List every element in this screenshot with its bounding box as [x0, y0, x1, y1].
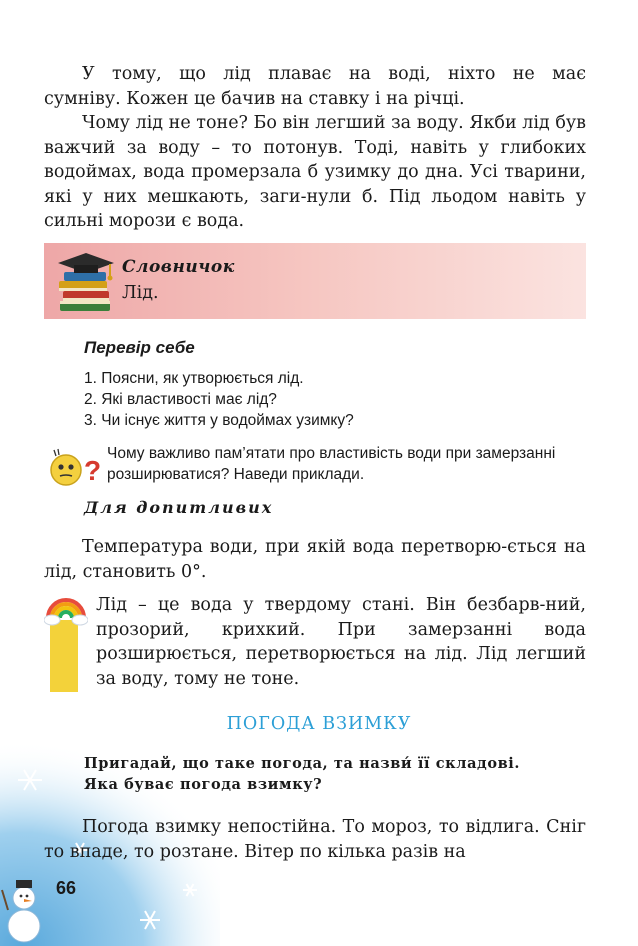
glossary-term: Лід.: [122, 283, 159, 303]
weather-paragraph: [44, 815, 586, 864]
intro-p1-line1: У тому, що лід плаває на воді, ніхто не має: [82, 64, 586, 84]
intro-p2-text: Чому лід не тоне? Бо він легший за воду. Якби лід був важчий за воду – то потонув. Тоді, навіть у глибоких водоймах, вода промерзала б узимку до дна. Усі тварини, які у них мешкають, заги-нули б. Під льодом навіть у сильні морози є вода.: [44, 113, 586, 231]
check-yourself-list: [84, 368, 354, 431]
thinking-question-text: Чому важливо пам’ятати про властивість води при замерзанні розширюватися? Наведи приклади.: [107, 445, 556, 483]
list-item: 1. Поясни, як утворюється лід.: [84, 370, 304, 387]
remember-line-1: Пригадай, що таке погода, та назви́ її складові.: [84, 755, 521, 772]
rainbow-icon: [44, 588, 88, 628]
page-number: 66: [56, 878, 77, 898]
list-item: 2. Які властивості має лід?: [84, 391, 277, 408]
list-item: 3. Чи існує життя у водоймах узимку?: [84, 412, 354, 429]
weather-text: Погода взимку непостійна. То мороз, то відлига. Сніг то впаде, то розтане. Вітер по кілька разів на: [44, 817, 586, 862]
intro-paragraph-1: [44, 62, 586, 111]
thinking-face-question-icon: [46, 444, 102, 488]
svg-text:?: ?: [84, 455, 102, 486]
fact-accent-bar: [50, 620, 78, 692]
glossary-title: Словничок: [122, 257, 235, 277]
for-the-curious-title: Для допитливих: [84, 498, 274, 517]
remember-prompt: [84, 753, 584, 795]
books-graduation-cap-icon: [54, 249, 118, 315]
section-title-winter-weather: ПОГОДА ВЗИМКУ: [226, 714, 412, 734]
fact-text: Лід – це вода у твердому стані. Він безбарв-ний, прозорий, крихкий. При замерзанні вода розширюється, перетворюється на лід. Лід легший за воду, тому не тоне.: [96, 595, 586, 689]
curious-paragraph: [44, 535, 586, 584]
intro-paragraph-2: [44, 111, 586, 234]
glossary-box: [44, 243, 586, 319]
remember-line-2: Яка буває погода взимку?: [84, 776, 323, 793]
check-yourself-title: Перевір себе: [84, 338, 195, 357]
intro-p1-line2: сумніву. Кожен це бачив на ставку і на річці.: [44, 88, 465, 109]
curious-text: Температура води, при якій вода перетворю-ється на лід, становить 0°.: [44, 537, 586, 582]
